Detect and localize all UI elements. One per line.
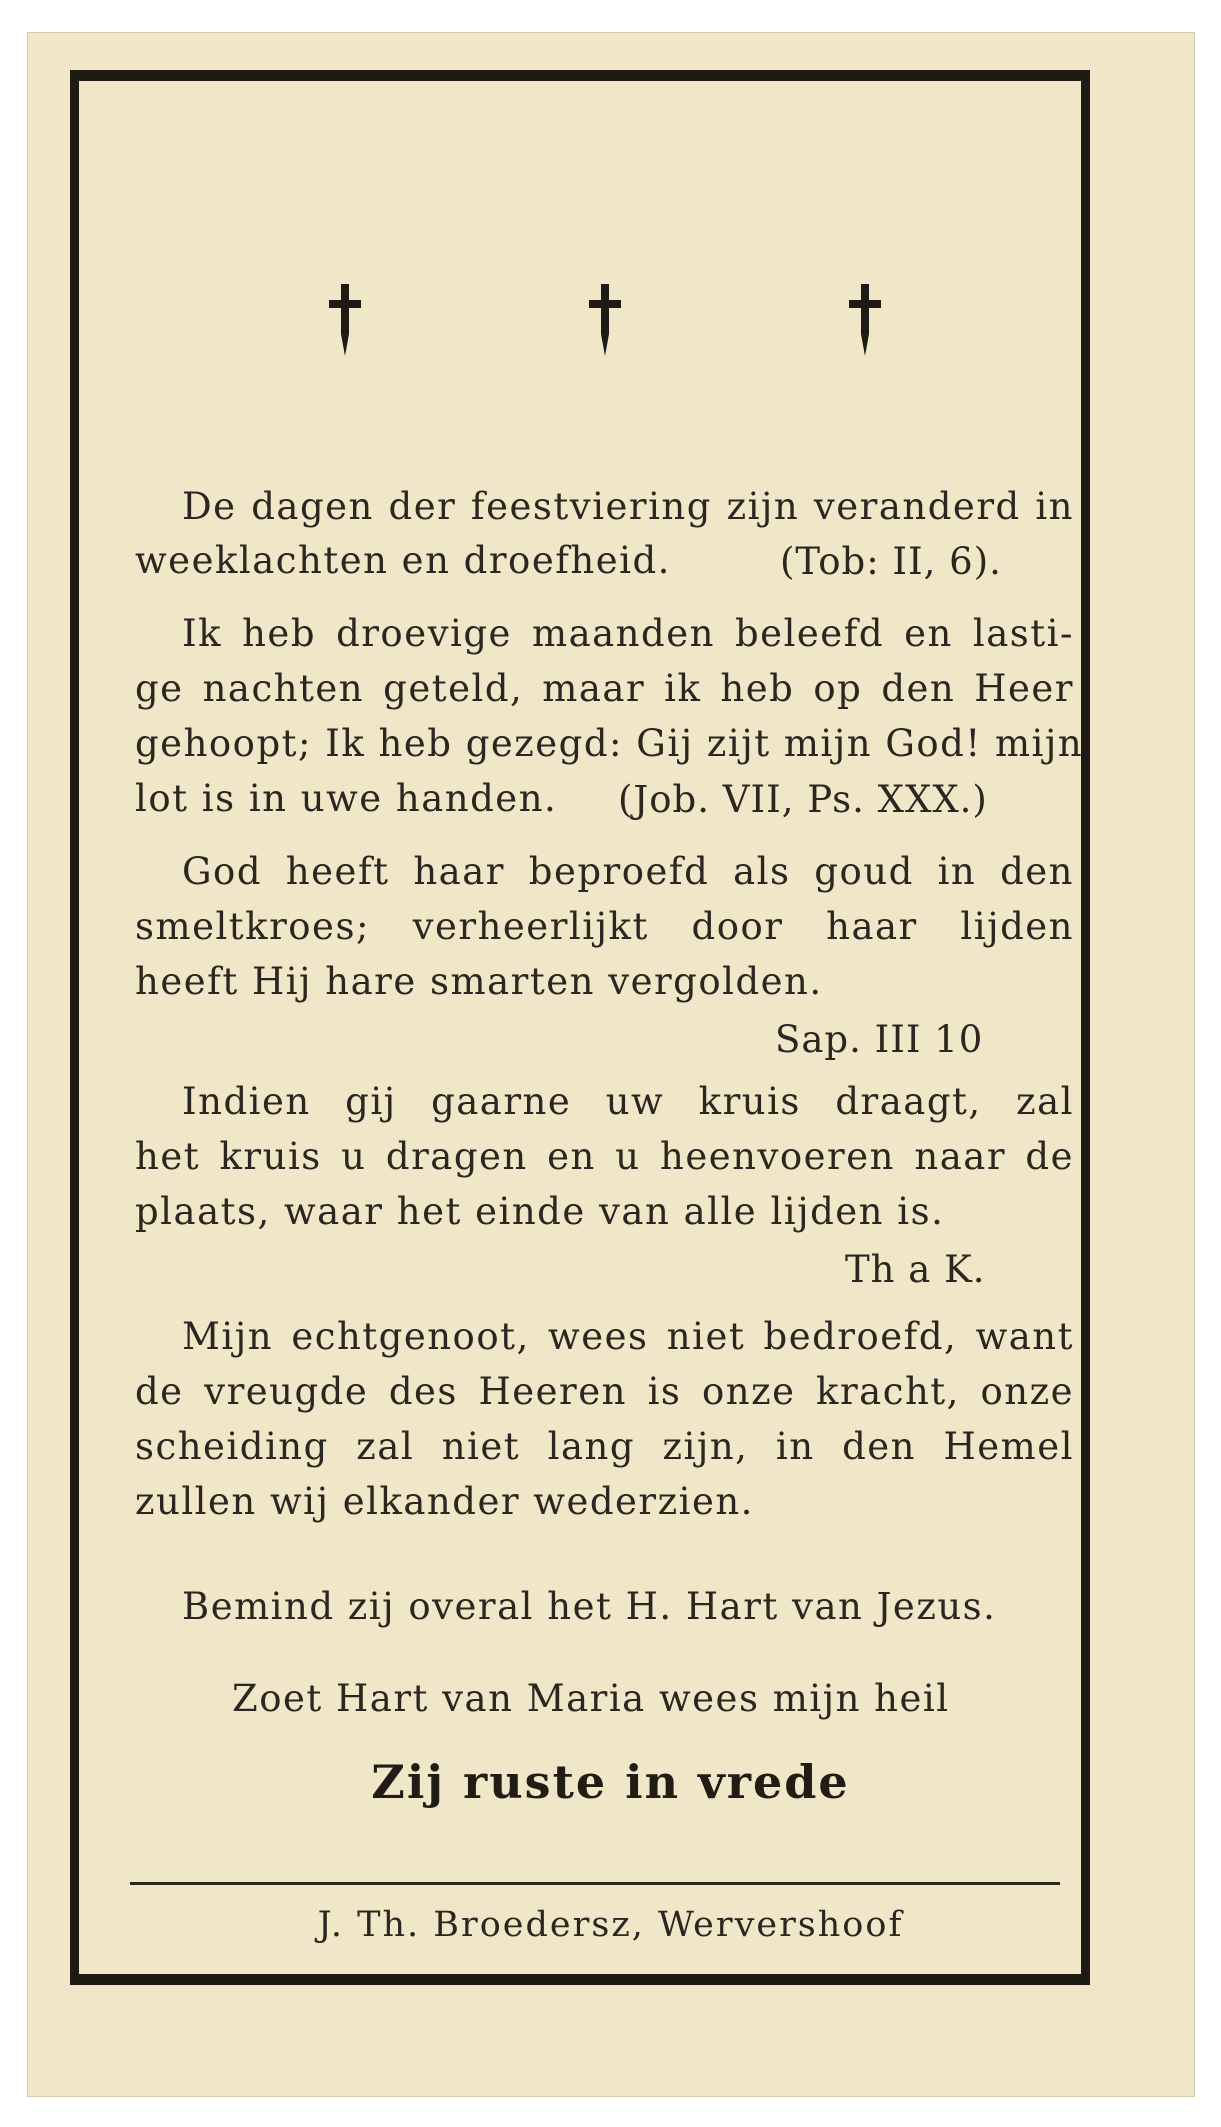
scripture-reference: (Tob: II, 6). (780, 540, 1002, 583)
cross-icon (580, 280, 630, 360)
passage-line: weeklachten en droefheid. (135, 539, 671, 582)
passage-line: scheiding zal niet lang zijn, in den Hemel (135, 1425, 1074, 1468)
passage-line: God heeft haar beproefd als goud in den (182, 850, 1074, 893)
passage-line: Indien gij gaarne uw kruis draagt, zal (182, 1080, 1074, 1123)
scripture-reference: (Job. VII, Ps. XXX.) (618, 778, 988, 821)
passage-line: Mijn echtgenoot, wees niet bedroefd, want (182, 1315, 1074, 1358)
cross-icon (840, 280, 890, 360)
prayer-line: Zoet Hart van Maria wees mijn heil (232, 1677, 950, 1720)
passage-line: smeltkroes; verheerlijkt door haar lijden (135, 905, 1074, 948)
passage-line: De dagen der feestviering zijn veranderd in (182, 485, 1074, 528)
passage-line: de vreugde des Heeren is onze kracht, onze (135, 1370, 1074, 1413)
passage-line: plaats, waar het einde van alle lijden is. (135, 1190, 945, 1233)
divider (130, 1882, 1060, 1885)
passage-line: ge nachten geteld, maar ik heb op den Heer (135, 667, 1074, 710)
prayer-line: Bemind zij overal het H. Hart van Jezus. (182, 1585, 997, 1628)
passage-line: Ik heb droevige maanden beleefd en lasti- (182, 612, 1074, 655)
printer-credit: J. Th. Broedersz, Wervershoof (317, 1905, 904, 1945)
passage-line: gehoopt; Ik heb gezegd: Gij zijt mijn God! mijn (135, 722, 1084, 765)
closing-phrase: Zij ruste in vrede (371, 1755, 850, 1809)
passage-line: zullen wij elkander wederzien. (135, 1480, 754, 1523)
cross-icon (320, 280, 370, 360)
scripture-reference: Th a K. (845, 1248, 986, 1291)
passage-line: heeft Hij hare smarten vergolden. (135, 960, 823, 1003)
passage-line: het kruis u dragen en u heenvoeren naar de (135, 1135, 1074, 1178)
scripture-reference: Sap. III 10 (775, 1018, 984, 1061)
passage-line: lot is in uwe handen. (135, 777, 558, 820)
